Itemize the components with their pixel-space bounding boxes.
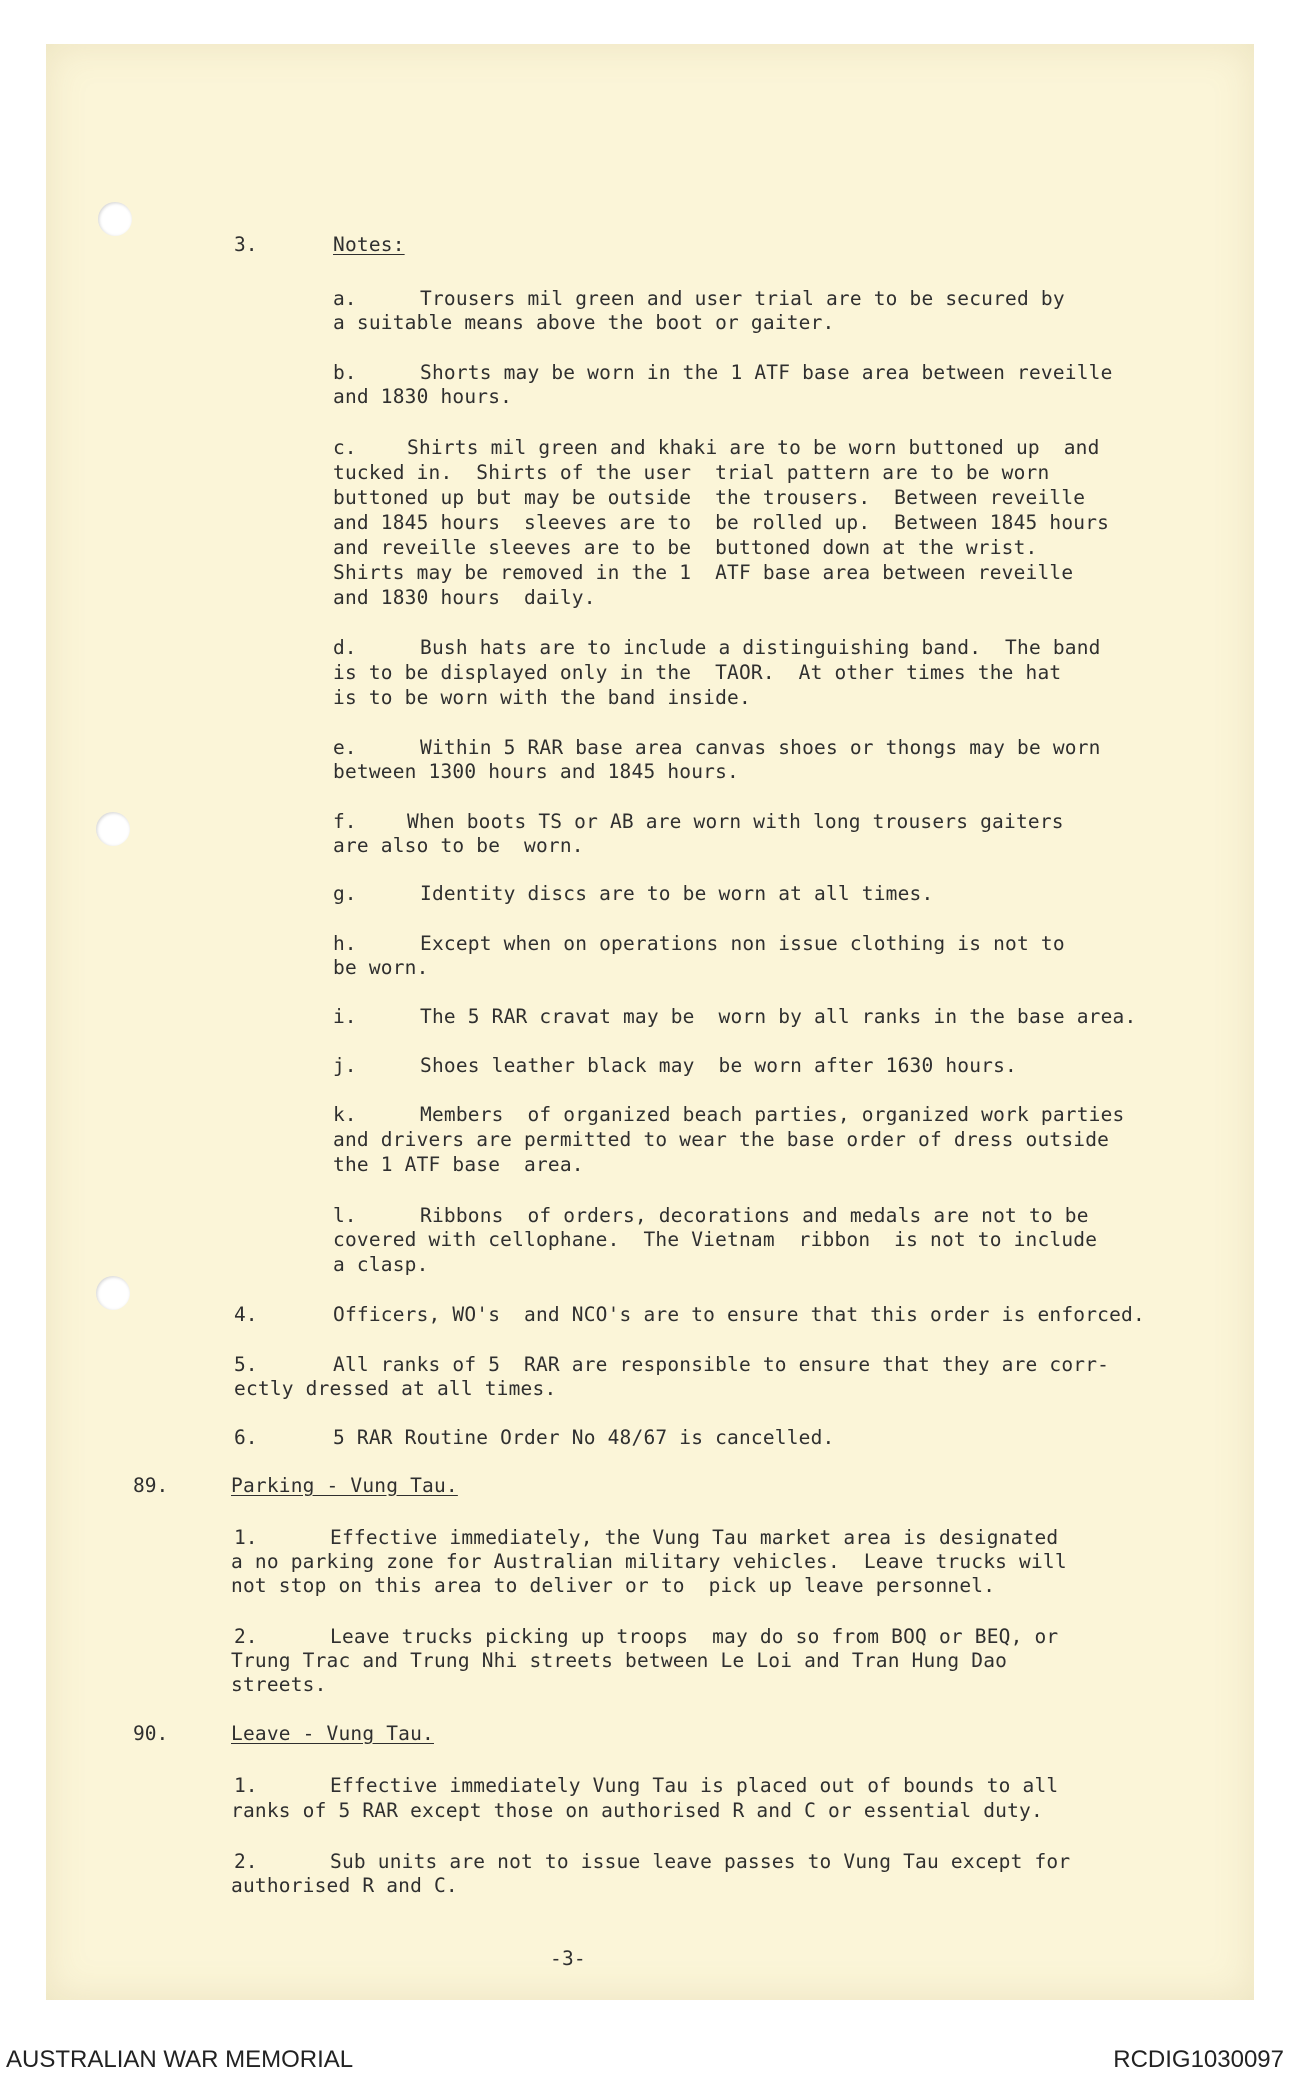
section-heading: Notes:: [333, 233, 405, 256]
footer-institution: AUSTRALIAN WAR MEMORIAL: [6, 2046, 354, 2073]
note-line: and reveille sleeves are to be buttoned down at the wrist.: [333, 536, 1038, 559]
note-line: Shirts mil green and khaki are to be worn buttoned up and: [407, 436, 1100, 459]
note-line: buttoned up but may be outside the trousers. Between reveille: [333, 486, 1086, 509]
para-line: Trung Trac and Trung Nhi streets between Le Loi and Tran Hung Dao: [231, 1649, 1008, 1672]
note-letter: b.: [333, 361, 357, 384]
note-letter: k.: [333, 1103, 357, 1126]
punch-hole: [96, 1276, 130, 1310]
section-number: 5.: [234, 1353, 258, 1376]
note-line: a clasp.: [333, 1253, 429, 1276]
note-letter: f.: [333, 810, 357, 833]
note-line: When boots TS or AB are worn with long trousers gaiters: [407, 810, 1064, 833]
footer-record-id: RCDIG1030097: [1113, 2046, 1284, 2073]
note-line: and 1845 hours sleeves are to be rolled up. Between 1845 hours: [333, 511, 1110, 534]
note-letter: c.: [333, 436, 357, 459]
note-line: and drivers are permitted to wear the base order of dress outside: [333, 1128, 1110, 1151]
note-line: Ribbons of orders, decorations and medals are not to be: [420, 1204, 1089, 1227]
note-letter: h.: [333, 932, 357, 955]
para-line: not stop on this area to deliver or to pick up leave personnel.: [231, 1574, 996, 1597]
para-line: Leave trucks picking up troops may do so from BOQ or BEQ, or: [330, 1625, 1059, 1648]
para-number: 2.: [234, 1850, 258, 1873]
note-line: is to be displayed only in the TAOR. At other times the hat: [333, 661, 1062, 684]
note-line: tucked in. Shirts of the user trial pattern are to be worn: [333, 461, 1050, 484]
note-line: Within 5 RAR base area canvas shoes or thongs may be worn: [420, 736, 1101, 759]
page-number: -3-: [550, 1947, 586, 1970]
note-letter: e.: [333, 736, 357, 759]
note-line: The 5 RAR cravat may be worn by all ranks in the base area.: [420, 1005, 1137, 1028]
note-line: are also to be worn.: [333, 834, 584, 857]
note-line: Shoes leather black may be worn after 1630 hours.: [420, 1054, 1017, 1077]
note-line: covered with cellophane. The Vietnam ribbon is not to include: [333, 1228, 1098, 1251]
note-line: Trousers mil green and user trial are to be secured by: [420, 287, 1065, 310]
note-letter: d.: [333, 636, 357, 659]
para-line: Sub units are not to issue leave passes to Vung Tau except for: [330, 1850, 1071, 1873]
note-line: is to be worn with the band inside.: [333, 686, 751, 709]
para-number: 1.: [234, 1774, 258, 1797]
para-line: Effective immediately, the Vung Tau market area is designated: [330, 1526, 1059, 1549]
section-text: 5 RAR Routine Order No 48/67 is cancelled.: [333, 1426, 835, 1449]
note-line: between 1300 hours and 1845 hours.: [333, 760, 739, 783]
note-line: Bush hats are to include a distinguishing band. The band: [420, 636, 1101, 659]
note-letter: i.: [333, 1005, 357, 1028]
section-text: ectly dressed at all times.: [234, 1377, 557, 1400]
punch-hole: [96, 812, 130, 846]
para-line: Effective immediately Vung Tau is placed out of bounds to all: [330, 1774, 1059, 1797]
para-number: 1.: [234, 1526, 258, 1549]
section-text: All ranks of 5 RAR are responsible to ensure that they are corr-: [333, 1353, 1110, 1376]
order-heading: Leave - Vung Tau.: [231, 1722, 434, 1745]
section-number: 6.: [234, 1426, 258, 1449]
note-line: the 1 ATF base area.: [333, 1153, 584, 1176]
section-number: 3.: [234, 233, 258, 256]
note-line: Members of organized beach parties, organized work parties: [420, 1103, 1125, 1126]
note-letter: l.: [333, 1204, 357, 1227]
note-line: and 1830 hours.: [333, 385, 513, 408]
note-letter: j.: [333, 1054, 357, 1077]
order-number: 89.: [133, 1474, 169, 1497]
note-line: and 1830 hours daily.: [333, 586, 596, 609]
para-line: authorised R and C.: [231, 1874, 458, 1897]
note-letter: a.: [333, 287, 357, 310]
order-heading: Parking - Vung Tau.: [231, 1474, 458, 1497]
note-line: Shorts may be worn in the 1 ATF base area between reveille: [420, 361, 1113, 384]
note-line: a suitable means above the boot or gaiter.: [333, 311, 835, 334]
note-line: Except when on operations non issue clothing is not to: [420, 932, 1065, 955]
note-line: Shirts may be removed in the 1 ATF base area between reveille: [333, 561, 1074, 584]
note-line: Identity discs are to be worn at all times.: [420, 882, 934, 905]
note-letter: g.: [333, 882, 357, 905]
punch-hole: [98, 202, 132, 236]
section-text: Officers, WO's and NCO's are to ensure that this order is enforced.: [333, 1303, 1145, 1326]
note-line: be worn.: [333, 956, 429, 979]
para-line: ranks of 5 RAR except those on authorised R and C or essential duty.: [231, 1799, 1043, 1822]
order-number: 90.: [133, 1722, 169, 1745]
section-number: 4.: [234, 1303, 258, 1326]
para-line: a no parking zone for Australian military vehicles. Leave trucks will: [231, 1550, 1067, 1573]
para-number: 2.: [234, 1625, 258, 1648]
para-line: streets.: [231, 1673, 327, 1696]
